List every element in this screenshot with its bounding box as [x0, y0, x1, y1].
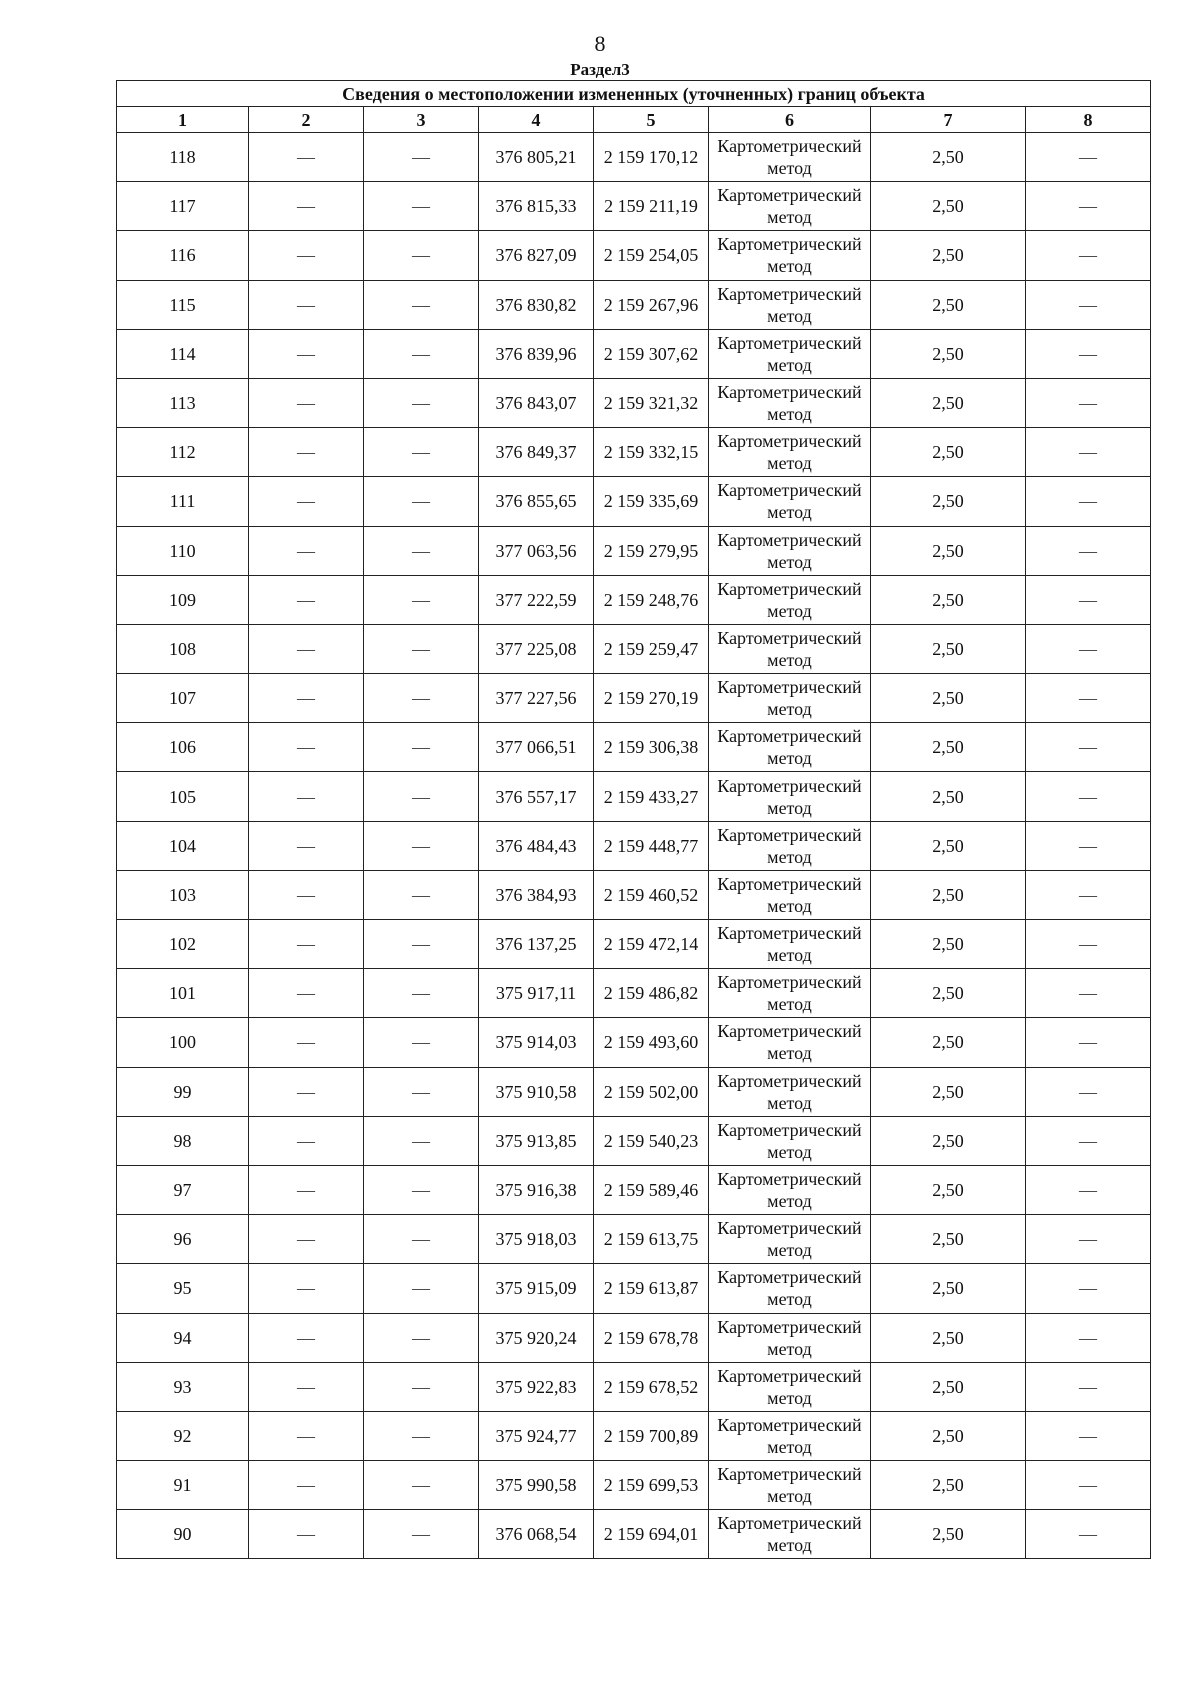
- point-number: 113: [117, 378, 249, 427]
- point-number: 105: [117, 772, 249, 821]
- coordinate-y: 2 159 170,12: [594, 133, 709, 182]
- table-row: [117, 1215, 1151, 1264]
- point-number: 103: [117, 870, 249, 919]
- section-title: Раздел3: [570, 60, 630, 79]
- point-number: 111: [117, 477, 249, 526]
- dash-cell: —: [1026, 1215, 1151, 1264]
- point-number: 106: [117, 723, 249, 772]
- table-row: [117, 1116, 1151, 1165]
- accuracy-cell: 2,50: [871, 674, 1026, 723]
- dash-cell: —: [364, 920, 479, 969]
- table-row: [117, 231, 1151, 280]
- dash-cell: —: [1026, 821, 1151, 870]
- table-row: [117, 428, 1151, 477]
- dash-cell: —: [249, 624, 364, 673]
- method-cell: Картометрический метод: [709, 1313, 871, 1362]
- point-number: 112: [117, 428, 249, 477]
- dash-cell: —: [364, 1116, 479, 1165]
- coordinate-x: 375 913,85: [479, 1116, 594, 1165]
- method-cell: Картометрический метод: [709, 1264, 871, 1313]
- table-header-row: [117, 107, 1151, 133]
- dash-cell: —: [1026, 526, 1151, 575]
- table-row: [117, 1362, 1151, 1411]
- table-row: [117, 772, 1151, 821]
- dash-cell: —: [249, 772, 364, 821]
- coordinate-x: 375 922,83: [479, 1362, 594, 1411]
- dash-cell: —: [249, 969, 364, 1018]
- point-number: 99: [117, 1067, 249, 1116]
- coordinate-y: 2 159 493,60: [594, 1018, 709, 1067]
- column-header: 8: [1026, 107, 1151, 133]
- table-row: [117, 1018, 1151, 1067]
- method-cell: Картометрический метод: [709, 1411, 871, 1460]
- accuracy-cell: 2,50: [871, 870, 1026, 919]
- method-cell: Картометрический метод: [709, 280, 871, 329]
- dash-cell: —: [364, 182, 479, 231]
- accuracy-cell: 2,50: [871, 1215, 1026, 1264]
- coordinate-x: 375 920,24: [479, 1313, 594, 1362]
- accuracy-cell: 2,50: [871, 1165, 1026, 1214]
- accuracy-cell: 2,50: [871, 526, 1026, 575]
- dash-cell: —: [1026, 1362, 1151, 1411]
- accuracy-cell: 2,50: [871, 920, 1026, 969]
- dash-cell: —: [249, 477, 364, 526]
- table-row: [117, 723, 1151, 772]
- accuracy-cell: 2,50: [871, 182, 1026, 231]
- dash-cell: —: [249, 526, 364, 575]
- dash-cell: —: [364, 723, 479, 772]
- method-cell: Картометрический метод: [709, 1215, 871, 1264]
- table-row: [117, 329, 1151, 378]
- method-cell: Картометрический метод: [709, 1067, 871, 1116]
- coordinate-x: 375 990,58: [479, 1461, 594, 1510]
- method-cell: Картометрический метод: [709, 1165, 871, 1214]
- dash-cell: —: [1026, 428, 1151, 477]
- point-number: 97: [117, 1165, 249, 1214]
- dash-cell: —: [364, 378, 479, 427]
- point-number: 116: [117, 231, 249, 280]
- accuracy-cell: 2,50: [871, 133, 1026, 182]
- dash-cell: —: [364, 1461, 479, 1510]
- accuracy-cell: 2,50: [871, 1510, 1026, 1559]
- coordinate-y: 2 159 335,69: [594, 477, 709, 526]
- coordinate-y: 2 159 332,15: [594, 428, 709, 477]
- point-number: 90: [117, 1510, 249, 1559]
- coordinate-x: 377 063,56: [479, 526, 594, 575]
- dash-cell: —: [364, 1313, 479, 1362]
- table-row: [117, 920, 1151, 969]
- table-row: [117, 378, 1151, 427]
- accuracy-cell: 2,50: [871, 378, 1026, 427]
- point-number: 115: [117, 280, 249, 329]
- dash-cell: —: [249, 1362, 364, 1411]
- coordinate-x: 376 484,43: [479, 821, 594, 870]
- coordinate-y: 2 159 270,19: [594, 674, 709, 723]
- dash-cell: —: [1026, 920, 1151, 969]
- dash-cell: —: [364, 870, 479, 919]
- table-row: [117, 133, 1151, 182]
- table-row: [117, 674, 1151, 723]
- dash-cell: —: [249, 1264, 364, 1313]
- dash-cell: —: [249, 1215, 364, 1264]
- coordinate-x: 375 917,11: [479, 969, 594, 1018]
- method-cell: Картометрический метод: [709, 1510, 871, 1559]
- accuracy-cell: 2,50: [871, 969, 1026, 1018]
- coordinate-y: 2 159 267,96: [594, 280, 709, 329]
- dash-cell: —: [364, 1510, 479, 1559]
- dash-cell: —: [364, 1165, 479, 1214]
- accuracy-cell: 2,50: [871, 1411, 1026, 1460]
- dash-cell: —: [364, 674, 479, 723]
- coordinate-y: 2 159 259,47: [594, 624, 709, 673]
- coordinate-y: 2 159 248,76: [594, 575, 709, 624]
- coordinate-y: 2 159 279,95: [594, 526, 709, 575]
- method-cell: Картометрический метод: [709, 526, 871, 575]
- method-cell: Картометрический метод: [709, 378, 871, 427]
- table-row: [117, 477, 1151, 526]
- column-header: 2: [249, 107, 364, 133]
- point-number: 117: [117, 182, 249, 231]
- point-number: 94: [117, 1313, 249, 1362]
- coordinate-x: 375 924,77: [479, 1411, 594, 1460]
- coordinate-y: 2 159 433,27: [594, 772, 709, 821]
- accuracy-cell: 2,50: [871, 1067, 1026, 1116]
- table-row: [117, 1313, 1151, 1362]
- accuracy-cell: 2,50: [871, 1264, 1026, 1313]
- dash-cell: —: [1026, 182, 1151, 231]
- table-row: [117, 1264, 1151, 1313]
- coordinate-x: 377 225,08: [479, 624, 594, 673]
- point-number: 110: [117, 526, 249, 575]
- accuracy-cell: 2,50: [871, 280, 1026, 329]
- dash-cell: —: [249, 280, 364, 329]
- point-number: 91: [117, 1461, 249, 1510]
- dash-cell: —: [364, 477, 479, 526]
- dash-cell: —: [1026, 280, 1151, 329]
- point-number: 100: [117, 1018, 249, 1067]
- method-cell: Картометрический метод: [709, 428, 871, 477]
- coordinate-y: 2 159 540,23: [594, 1116, 709, 1165]
- dash-cell: —: [1026, 1461, 1151, 1510]
- method-cell: Картометрический метод: [709, 674, 871, 723]
- column-header: 3: [364, 107, 479, 133]
- table-body: [117, 133, 1151, 1559]
- column-header: 4: [479, 107, 594, 133]
- accuracy-cell: 2,50: [871, 477, 1026, 526]
- dash-cell: —: [364, 526, 479, 575]
- dash-cell: —: [364, 1215, 479, 1264]
- coordinate-x: 376 557,17: [479, 772, 594, 821]
- dash-cell: —: [249, 1165, 364, 1214]
- dash-cell: —: [1026, 969, 1151, 1018]
- dash-cell: —: [1026, 1313, 1151, 1362]
- method-cell: Картометрический метод: [709, 1116, 871, 1165]
- dash-cell: —: [1026, 378, 1151, 427]
- coordinate-y: 2 159 699,53: [594, 1461, 709, 1510]
- dash-cell: —: [364, 428, 479, 477]
- accuracy-cell: 2,50: [871, 1362, 1026, 1411]
- table-row: [117, 575, 1151, 624]
- coordinate-y: 2 159 613,75: [594, 1215, 709, 1264]
- table-caption: Сведения о местоположении измененных (уточненных) границ объекта: [117, 81, 1151, 107]
- coordinate-x: 377 227,56: [479, 674, 594, 723]
- dash-cell: —: [364, 1067, 479, 1116]
- dash-cell: —: [249, 1510, 364, 1559]
- coordinate-x: 376 384,93: [479, 870, 594, 919]
- dash-cell: —: [249, 1461, 364, 1510]
- method-cell: Картометрический метод: [709, 1362, 871, 1411]
- point-number: 96: [117, 1215, 249, 1264]
- dash-cell: —: [1026, 477, 1151, 526]
- dash-cell: —: [1026, 1510, 1151, 1559]
- accuracy-cell: 2,50: [871, 329, 1026, 378]
- dash-cell: —: [1026, 624, 1151, 673]
- dash-cell: —: [364, 280, 479, 329]
- coordinate-y: 2 159 211,19: [594, 182, 709, 231]
- accuracy-cell: 2,50: [871, 772, 1026, 821]
- dash-cell: —: [249, 1411, 364, 1460]
- table-row: [117, 624, 1151, 673]
- coordinate-x: 375 918,03: [479, 1215, 594, 1264]
- method-cell: Картометрический метод: [709, 575, 871, 624]
- method-cell: Картометрический метод: [709, 329, 871, 378]
- method-cell: Картометрический метод: [709, 772, 871, 821]
- point-number: 101: [117, 969, 249, 1018]
- column-header: 7: [871, 107, 1026, 133]
- method-cell: Картометрический метод: [709, 182, 871, 231]
- dash-cell: —: [364, 1362, 479, 1411]
- coordinate-x: 376 843,07: [479, 378, 594, 427]
- page-number: 8: [594, 31, 606, 56]
- point-number: 107: [117, 674, 249, 723]
- boundary-coordinates-table: [116, 80, 1151, 1559]
- accuracy-cell: 2,50: [871, 1116, 1026, 1165]
- coordinate-x: 376 137,25: [479, 920, 594, 969]
- dash-cell: —: [1026, 870, 1151, 919]
- dash-cell: —: [249, 329, 364, 378]
- point-number: 109: [117, 575, 249, 624]
- coordinate-y: 2 159 678,52: [594, 1362, 709, 1411]
- accuracy-cell: 2,50: [871, 624, 1026, 673]
- coordinate-x: 375 914,03: [479, 1018, 594, 1067]
- coordinate-x: 377 222,59: [479, 575, 594, 624]
- coordinate-x: 376 830,82: [479, 280, 594, 329]
- point-number: 114: [117, 329, 249, 378]
- coordinate-x: 376 068,54: [479, 1510, 594, 1559]
- method-cell: Картометрический метод: [709, 1018, 871, 1067]
- point-number: 102: [117, 920, 249, 969]
- coordinate-y: 2 159 321,32: [594, 378, 709, 427]
- table-row: [117, 1067, 1151, 1116]
- point-number: 98: [117, 1116, 249, 1165]
- dash-cell: —: [1026, 1165, 1151, 1214]
- dash-cell: —: [1026, 1264, 1151, 1313]
- dash-cell: —: [364, 1264, 479, 1313]
- dash-cell: —: [364, 231, 479, 280]
- accuracy-cell: 2,50: [871, 1313, 1026, 1362]
- point-number: 118: [117, 133, 249, 182]
- coordinate-y: 2 159 502,00: [594, 1067, 709, 1116]
- accuracy-cell: 2,50: [871, 428, 1026, 477]
- coordinate-y: 2 159 306,38: [594, 723, 709, 772]
- point-number: 95: [117, 1264, 249, 1313]
- dash-cell: —: [249, 1018, 364, 1067]
- method-cell: Картометрический метод: [709, 133, 871, 182]
- point-number: 93: [117, 1362, 249, 1411]
- method-cell: Картометрический метод: [709, 231, 871, 280]
- dash-cell: —: [1026, 1018, 1151, 1067]
- coordinate-x: 376 815,33: [479, 182, 594, 231]
- dash-cell: —: [1026, 1067, 1151, 1116]
- coordinate-y: 2 159 254,05: [594, 231, 709, 280]
- coordinate-x: 376 839,96: [479, 329, 594, 378]
- coordinate-x: 375 915,09: [479, 1264, 594, 1313]
- table-row: [117, 1510, 1151, 1559]
- dash-cell: —: [249, 575, 364, 624]
- coordinate-x: 375 916,38: [479, 1165, 594, 1214]
- method-cell: Картометрический метод: [709, 821, 871, 870]
- coordinate-y: 2 159 460,52: [594, 870, 709, 919]
- coordinate-x: 375 910,58: [479, 1067, 594, 1116]
- accuracy-cell: 2,50: [871, 1461, 1026, 1510]
- accuracy-cell: 2,50: [871, 723, 1026, 772]
- method-cell: Картометрический метод: [709, 920, 871, 969]
- accuracy-cell: 2,50: [871, 1018, 1026, 1067]
- coordinate-y: 2 159 613,87: [594, 1264, 709, 1313]
- dash-cell: —: [249, 231, 364, 280]
- table-row: [117, 1461, 1151, 1510]
- dash-cell: —: [1026, 1116, 1151, 1165]
- table-row: [117, 1411, 1151, 1460]
- dash-cell: —: [249, 1067, 364, 1116]
- dash-cell: —: [364, 1018, 479, 1067]
- method-cell: Картометрический метод: [709, 624, 871, 673]
- dash-cell: —: [364, 1411, 479, 1460]
- coordinate-y: 2 159 700,89: [594, 1411, 709, 1460]
- column-header: 6: [709, 107, 871, 133]
- table-row: [117, 280, 1151, 329]
- table-row: [117, 969, 1151, 1018]
- dash-cell: —: [249, 1313, 364, 1362]
- coordinate-y: 2 159 448,77: [594, 821, 709, 870]
- dash-cell: —: [1026, 1411, 1151, 1460]
- dash-cell: —: [249, 428, 364, 477]
- dash-cell: —: [364, 624, 479, 673]
- point-number: 104: [117, 821, 249, 870]
- accuracy-cell: 2,50: [871, 821, 1026, 870]
- column-header: 1: [117, 107, 249, 133]
- table-row: [117, 182, 1151, 231]
- coordinate-y: 2 159 486,82: [594, 969, 709, 1018]
- coordinate-y: 2 159 589,46: [594, 1165, 709, 1214]
- coordinate-y: 2 159 694,01: [594, 1510, 709, 1559]
- method-cell: Картометрический метод: [709, 723, 871, 772]
- column-header: 5: [594, 107, 709, 133]
- dash-cell: —: [249, 870, 364, 919]
- dash-cell: —: [249, 1116, 364, 1165]
- dash-cell: —: [249, 182, 364, 231]
- dash-cell: —: [1026, 723, 1151, 772]
- dash-cell: —: [1026, 772, 1151, 821]
- dash-cell: —: [249, 674, 364, 723]
- dash-cell: —: [249, 723, 364, 772]
- method-cell: Картометрический метод: [709, 969, 871, 1018]
- dash-cell: —: [364, 969, 479, 1018]
- dash-cell: —: [364, 772, 479, 821]
- table-row: [117, 870, 1151, 919]
- point-number: 92: [117, 1411, 249, 1460]
- method-cell: Картометрический метод: [709, 1461, 871, 1510]
- dash-cell: —: [249, 133, 364, 182]
- coordinate-y: 2 159 307,62: [594, 329, 709, 378]
- coordinate-x: 377 066,51: [479, 723, 594, 772]
- dash-cell: —: [249, 378, 364, 427]
- dash-cell: —: [1026, 133, 1151, 182]
- table-row: [117, 1165, 1151, 1214]
- coordinate-x: 376 849,37: [479, 428, 594, 477]
- coordinate-x: 376 855,65: [479, 477, 594, 526]
- dash-cell: —: [1026, 329, 1151, 378]
- dash-cell: —: [364, 575, 479, 624]
- coordinate-x: 376 827,09: [479, 231, 594, 280]
- dash-cell: —: [1026, 231, 1151, 280]
- point-number: 108: [117, 624, 249, 673]
- dash-cell: —: [1026, 575, 1151, 624]
- dash-cell: —: [364, 329, 479, 378]
- dash-cell: —: [1026, 674, 1151, 723]
- table-caption-row: [117, 81, 1151, 107]
- coordinate-y: 2 159 678,78: [594, 1313, 709, 1362]
- coordinate-y: 2 159 472,14: [594, 920, 709, 969]
- accuracy-cell: 2,50: [871, 231, 1026, 280]
- coordinate-x: 376 805,21: [479, 133, 594, 182]
- dash-cell: —: [249, 920, 364, 969]
- accuracy-cell: 2,50: [871, 575, 1026, 624]
- dash-cell: —: [249, 821, 364, 870]
- table-row: [117, 526, 1151, 575]
- dash-cell: —: [364, 133, 479, 182]
- method-cell: Картометрический метод: [709, 870, 871, 919]
- table-row: [117, 821, 1151, 870]
- method-cell: Картометрический метод: [709, 477, 871, 526]
- dash-cell: —: [364, 821, 479, 870]
